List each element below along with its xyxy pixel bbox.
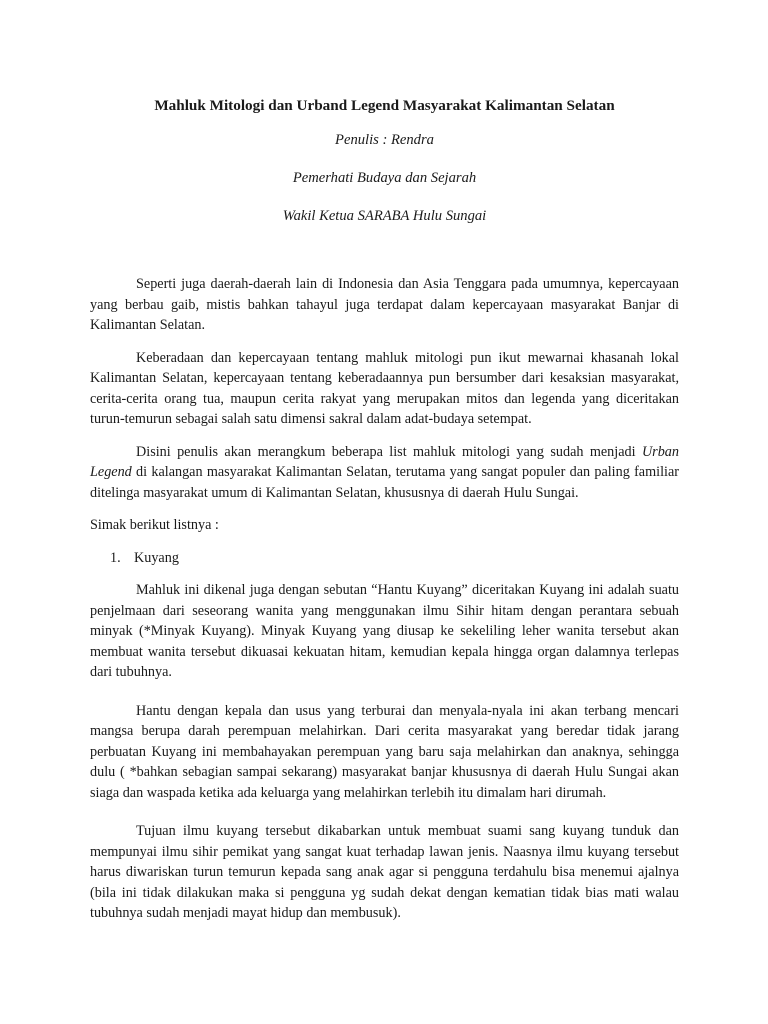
list-item — [90, 548, 679, 569]
paragraph-summary-text-a: Disini penulis akan merangkum beberapa list mahluk mitologi yang sudah menjadi — [136, 443, 642, 460]
paragraph-summary-text-b: di kalangan masyarakat Kalimantan Selatan, terutama yang sangat populer dan paling familiar ditelinga masyarakat umum di Kalimantan Selatan, khususnya di daerah Hulu Sungai. — [90, 464, 679, 501]
paragraph-list-intro: Simak berikut listnya : — [90, 517, 219, 533]
urban-legend-term: Urban Legend — [90, 443, 679, 480]
paragraph-kuyang-purpose: Tujuan ilmu kuyang tersebut dikabarkan untuk membuat suami sang kuyang tunduk dan mempunyai ilmu sihir pemikat yang sangat kuat terhadap lawan jenis. Naasnya ilmu kuyang tersebut harus diwariskan turun temurun kepada sang anak agar si pengguna terdahulu bisa menemui ajalnya (bila ini tidak dilakukan maka si pengguna yg sudah dekat dengan kematian tidak bias mati walau tubuhnya sudah menjadi mayat hidup dan membusuk). — [90, 823, 679, 921]
paragraph-belief: Keberadaan dan kepercayaan tentang mahluk mitologi pun ikut mewarnai khasanah lokal Kalimantan Selatan, kepercayaan tentang keberadaannya pun bersumber dari kesaksian masyarakat, cerita-cerita orang tua, maupun cerita rakyat yang merupakan mitos dan legenda yang diceritakan turun-temurun sebagai salah satu dimensi sakral dalam adat-budaya setempat. — [90, 349, 679, 427]
document-title: Mahluk Mitologi dan Urband Legend Masyarakat Kalimantan Selatan — [154, 97, 615, 114]
list-item-label: Kuyang — [134, 549, 179, 566]
paragraph-intro: Seperti juga daerah-daerah lain di Indonesia dan Asia Tenggara pada umumnya, kepercayaan yang berbau gaib, mistis bahkan tahayul juga terdapat dalam kepercayaan masyarakat Banjar di Kalimantan Selatan. — [90, 276, 679, 333]
paragraph-kuyang-description: Mahluk ini dikenal juga dengan sebutan “Hantu Kuyang” diceritakan Kuyang ini adalah suatu penjelmaan dari seseorang wanita yang menggunakan ilmu Sihir hitam dengan perantara sebuah minyak (*Minyak Kuyang). Minyak Kuyang yang diusap ke sekeliling leher wanita tersebut akan membuat wanita tersebut dikuasai kekuatan hitam, kemudian kepala hingga organ dalamnya terlepas dari tubuhnya. — [90, 582, 679, 680]
paragraph-summary — [90, 442, 679, 504]
author-position-line: Wakil Ketua SARABA Hulu Sungai — [282, 208, 487, 224]
list-item-number: 1. — [110, 549, 121, 566]
author-line: Penulis : Rendra — [335, 132, 434, 148]
author-role-line: Pemerhati Budaya dan Sejarah — [292, 170, 477, 186]
paragraph-kuyang-haunting: Hantu dengan kepala dan usus yang terburai dan menyala-nyala ini akan terbang mencari mangsa berupa darah perempuan melahirkan. Dari cerita masyarakat yang beredar tidak jarang perbuatan Kuyang ini membahayakan perempuan yang baru saja melahirkan dan anaknya, sehingga dulu ( *bahkan sebagian sampai sekarang) masyarakat banjar khususnya di daerah Hulu Sungai akan siaga dan waspada ketika ada keluarga yang melahirkan terlebih itu dimalam hari dirumah. — [90, 702, 679, 801]
